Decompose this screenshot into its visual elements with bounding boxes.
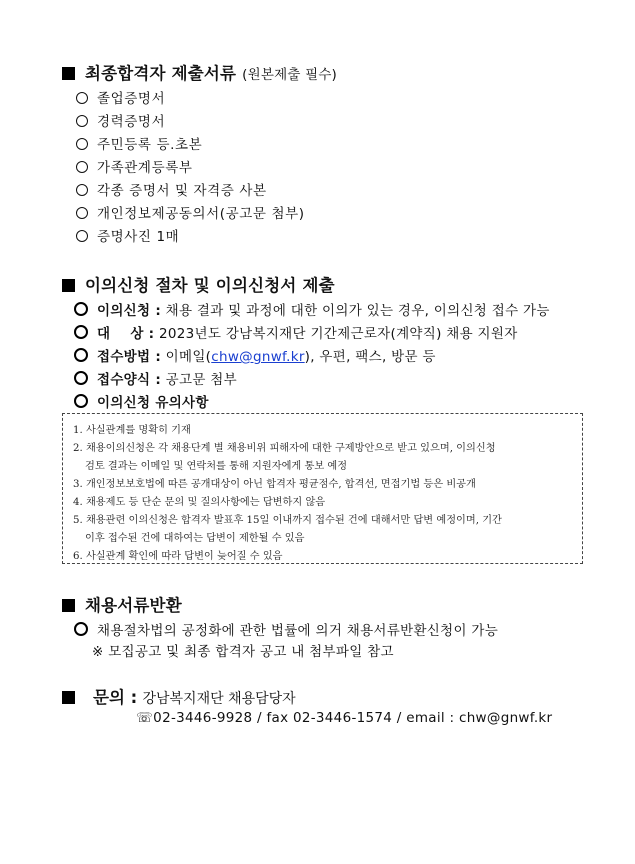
circle-bullet-icon [74, 394, 88, 408]
objection-row [74, 299, 550, 319]
circle-bullet-icon [76, 115, 88, 127]
section-note: (원본제출 필수) [242, 67, 338, 83]
objection-row [74, 322, 518, 342]
list-item: 각종 증명서 및 자격증 사본 [76, 179, 267, 199]
contact-department: 강남복지재단 채용담당자 [142, 691, 296, 707]
section-heading-objection [62, 272, 335, 296]
circle-bullet-icon [74, 302, 88, 316]
list-item: 개인정보제공동의서(공고문 첨부) [76, 202, 305, 222]
list-item: 증명사진 1매 [76, 225, 179, 245]
list-item: 주민등록 등.초본 [76, 133, 202, 153]
notice-line: 3. 개인정보보호법에 따른 공개대상이 아닌 합격자 평균점수, 합격선, 면접기법 등은 비공개 [73, 479, 476, 490]
circle-bullet-icon [76, 207, 88, 219]
square-bullet-icon [62, 67, 75, 80]
notice-line: 4. 채용제도 등 단순 문의 및 질의사항에는 답변하지 않음 [73, 497, 326, 508]
circle-bullet-icon [74, 348, 88, 362]
circle-bullet-icon [76, 184, 88, 196]
row-label: 이의신청 유의사항 [97, 395, 209, 411]
row-label: 이의신청 : [97, 303, 162, 319]
email-link[interactable]: chw@gnwf.kr [211, 349, 305, 365]
notice-line: 1. 사실관계를 명확히 기재 [73, 425, 191, 436]
notice-line: 5. 채용관련 이의신청은 합격자 발표후 15일 이내까지 접수된 건에 대해서만 답변 예정이며, 기간 [73, 515, 502, 526]
row-text: 공고문 첨부 [165, 372, 237, 388]
square-bullet-icon [62, 279, 75, 292]
notice-line: 2. 채용이의신청은 각 채용단계 별 채용비위 피해자에 대한 구제방안으로 받고 있으며, 이의신청 [73, 443, 496, 454]
notice-line: 6. 사실관계 확인에 따라 답변이 늦어질 수 있음 [73, 551, 283, 562]
contact-label: 문의 : [93, 688, 138, 707]
square-bullet-icon [62, 599, 75, 612]
row-text: 2023년도 강남복지재단 기간제근로자(계약직) 채용 지원자 [158, 326, 518, 342]
row-text: 채용 결과 및 과정에 대한 이의가 있는 경우, 이의신청 접수 가능 [165, 303, 550, 319]
objection-row [74, 368, 237, 388]
contact-heading [62, 684, 296, 708]
circle-bullet-icon [74, 622, 88, 636]
list-item: 경력증명서 [76, 110, 165, 130]
objection-row [74, 345, 436, 365]
section-heading-document-return [62, 592, 182, 616]
circle-bullet-icon [76, 138, 88, 150]
notice-line: 이후 접수된 건에 대하여는 답변이 제한될 수 있음 [85, 533, 305, 544]
circle-bullet-icon [76, 161, 88, 173]
list-item: 졸업증명서 [76, 87, 165, 107]
row-text: 이메일( [165, 349, 212, 365]
circle-bullet-icon [76, 230, 88, 242]
notice-line: 검토 결과는 이메일 및 연락처를 통해 지원자에게 통보 예정 [85, 461, 348, 472]
list-item: 가족관계등록부 [76, 156, 193, 176]
circle-bullet-icon [74, 371, 88, 385]
square-bullet-icon [62, 691, 75, 704]
row-label: 접수양식 : [97, 372, 162, 388]
row-text: ), 우편, 팩스, 방문 등 [304, 349, 436, 365]
objection-row [74, 391, 209, 411]
section-heading-final-documents [62, 60, 337, 84]
circle-bullet-icon [76, 92, 88, 104]
list-item: 채용절차법의 공정화에 관한 법률에 의거 채용서류반환신청이 가능 [74, 619, 498, 639]
circle-bullet-icon [74, 325, 88, 339]
row-label: 접수방법 : [97, 349, 162, 365]
row-label: 대 상 : [97, 326, 155, 342]
reference-note: ※ 모집공고 및 최종 합격자 공고 내 첨부파일 참고 [92, 644, 394, 660]
section-title: 채용서류반환 [85, 596, 182, 615]
contact-line: ☏02-3446-9928 / fax 02-3446-1574 / email : chw@gnwf.kr [136, 710, 553, 726]
section-title: 최종합격자 제출서류 [85, 64, 237, 83]
section-title: 이의신청 절차 및 이의신청서 제출 [85, 276, 335, 295]
